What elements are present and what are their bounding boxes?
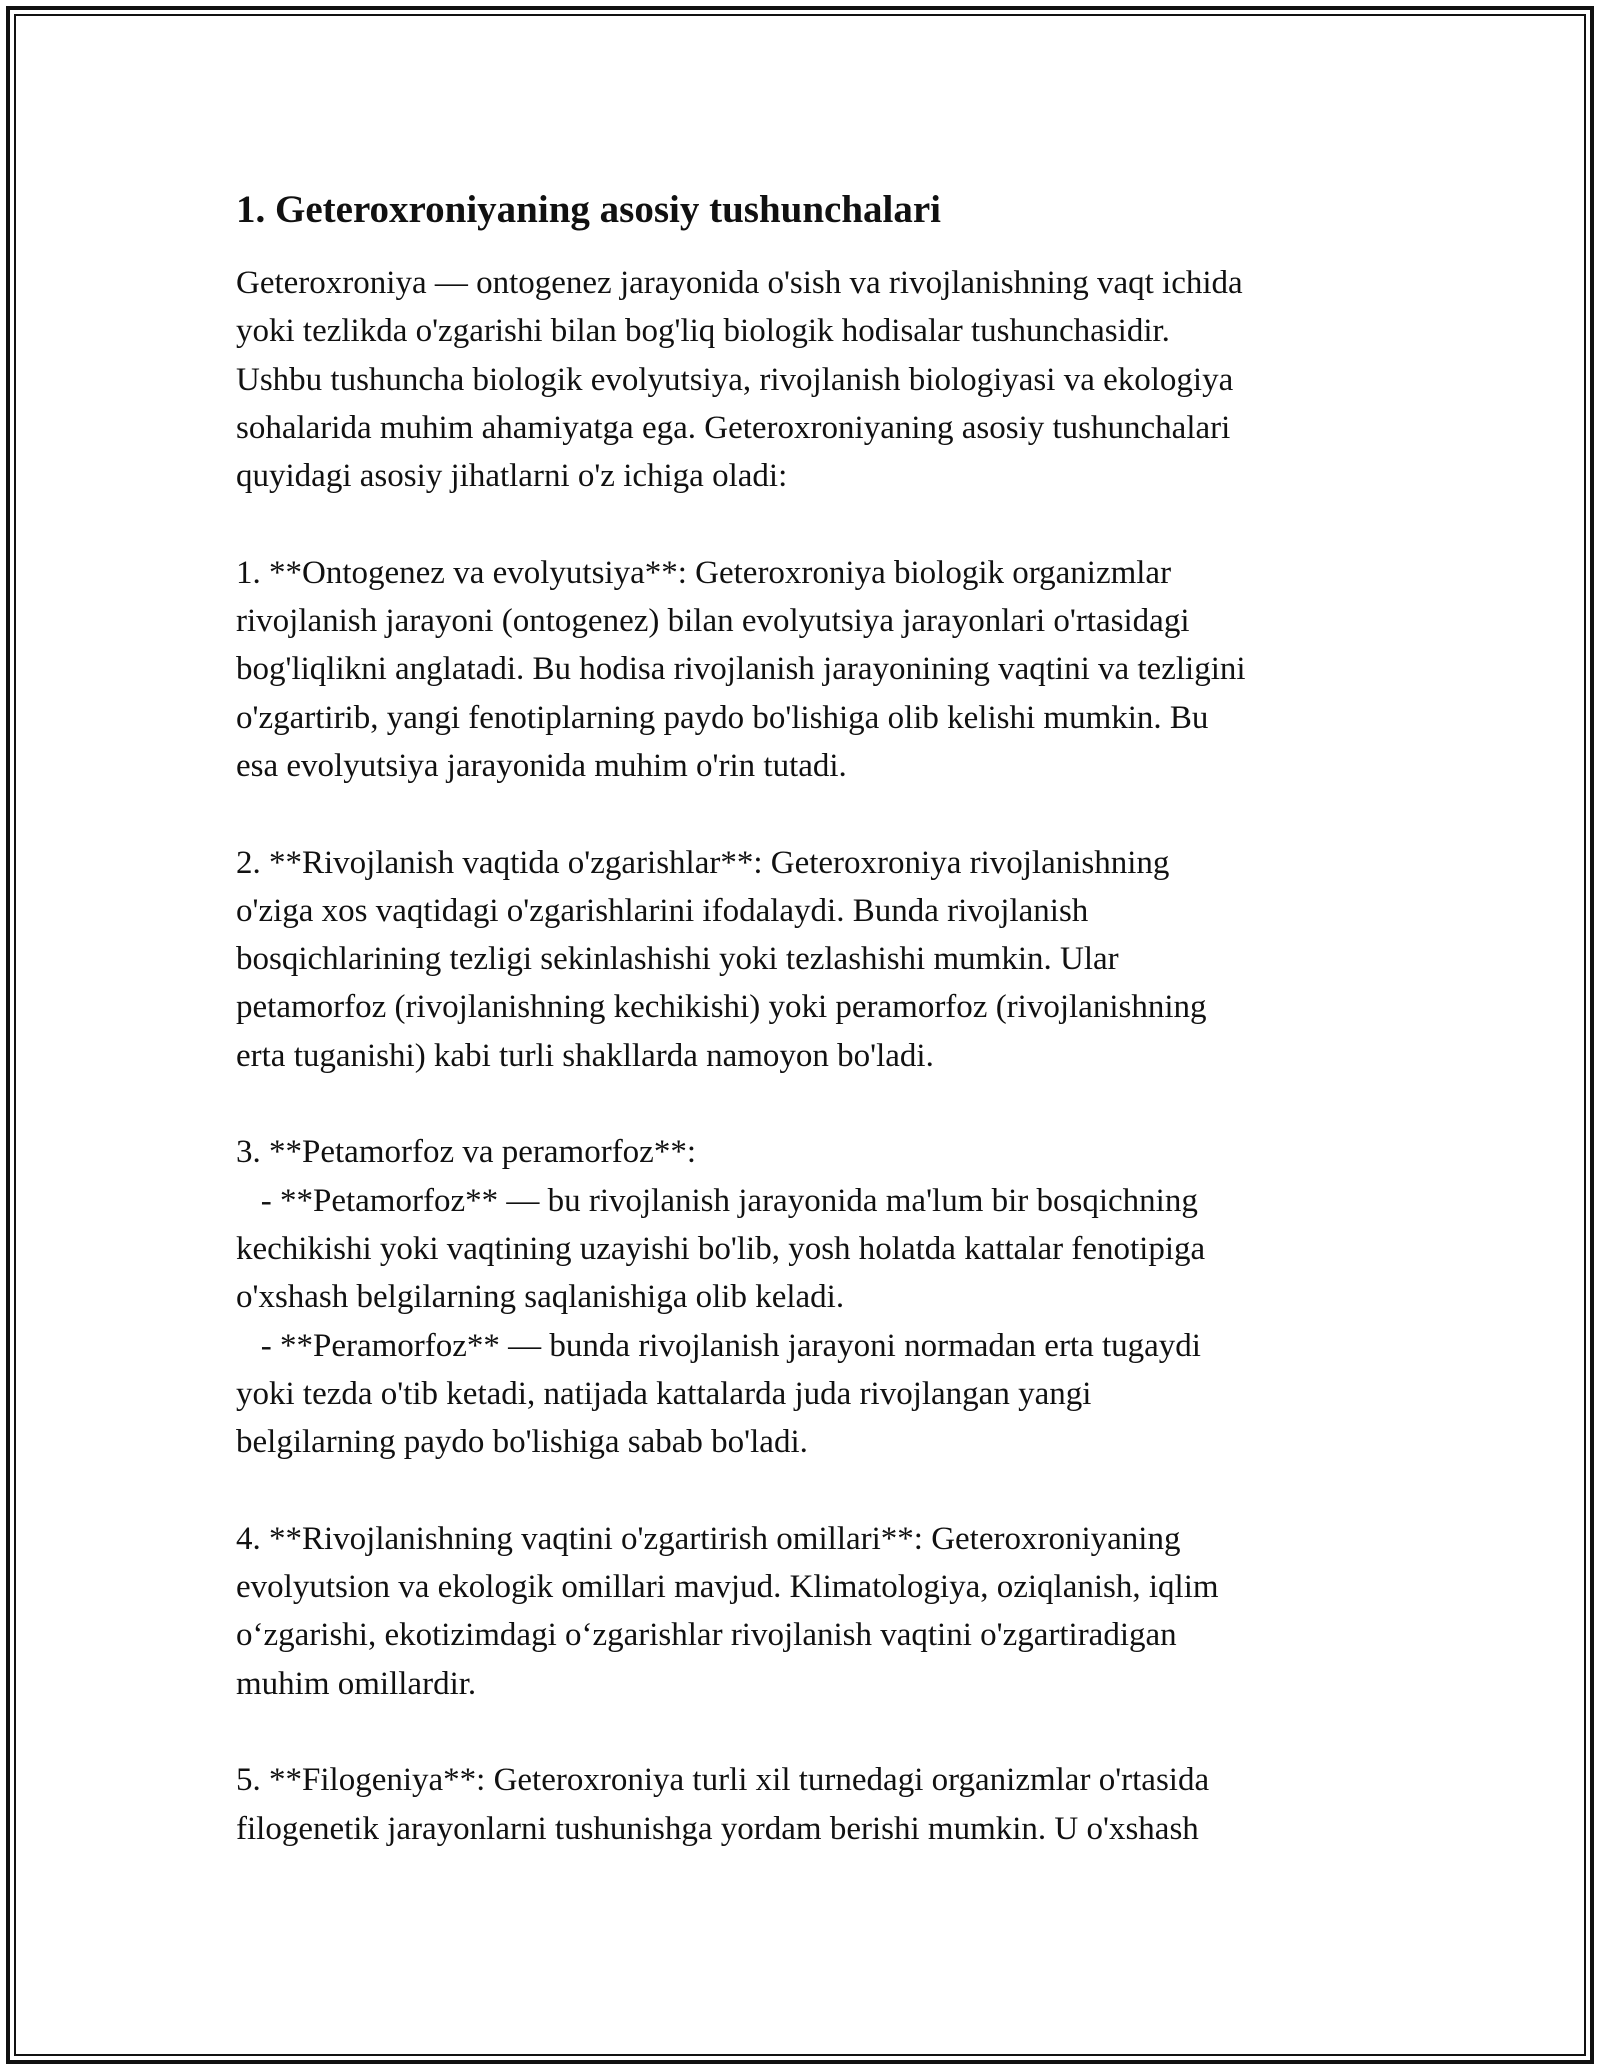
text-line: petamorfoz (rivojlanishning kechikishi) yoki peramorfoz (rivojlanishning — [236, 989, 1207, 1026]
text-line: - **Petamorfoz** — bu rivojlanish jarayonida ma'lum bir bosqichning — [236, 1182, 1198, 1219]
text-line: bosqichlarining tezligi sekinlashishi yoki tezlashishi mumkin. Ular — [236, 941, 1119, 978]
text-line: filogenetik jarayonlarni tushunishga yordam berishi mumkin. U o'xshash — [236, 1810, 1199, 1847]
text-line: 1. **Ontogenez va evolyutsiya**: Geteroxroniya biologik organizmlar — [236, 554, 1172, 591]
text-line: erta tuganishi) kabi turli shakllarda namoyon bo'ladi. — [236, 1037, 934, 1074]
body-text — [236, 259, 1366, 1853]
text-line: sohalarida muhim ahamiyatga ega. Geteroxroniyaning asosiy tushunchalari — [236, 409, 1231, 446]
text-line: 4. **Rivojlanishning vaqtini o'zgartirish omillari**: Geteroxroniyaning — [236, 1520, 1181, 1557]
text-line: o'xshash belgilarning saqlanishiga olib keladi. — [236, 1279, 845, 1316]
blank-line — [236, 1466, 1366, 1514]
text-line: yoki tezda o'tib ketadi, natijada kattalarda juda rivojlangan yangi — [236, 1375, 1092, 1412]
text-line: - **Peramorfoz** — bunda rivojlanish jarayoni normadan erta tugaydi — [236, 1327, 1201, 1364]
text-line: o‘zgarishi, ekotizimdagi o‘zgarishlar rivojlanish vaqtini o'zgartiradigan — [236, 1617, 1177, 1654]
blank-line — [236, 1080, 1366, 1128]
blank-line — [236, 1708, 1366, 1756]
blank-line — [236, 500, 1366, 548]
text-line: o'zgartirib, yangi fenotiplarning paydo bo'lishiga olib kelishi mumkin. Bu — [236, 699, 1209, 736]
document-content — [236, 186, 1366, 1853]
text-line: yoki tezlikda o'zgarishi bilan bog'liq biologik hodisalar tushunchasidir. — [236, 313, 1170, 350]
text-line: bog'liqlikni anglatadi. Bu hodisa rivojlanish jarayonining vaqtini va tezligini — [236, 651, 1246, 688]
text-line: muhim omillardir. — [236, 1665, 477, 1702]
text-line: 3. **Petamorfoz va peramorfoz**: — [236, 1134, 697, 1171]
text-line: quyidagi asosiy jihatlarni o'z ichiga oladi: — [236, 458, 788, 495]
text-line: 2. **Rivojlanish vaqtida o'zgarishlar**: Geteroxroniya rivojlanishning — [236, 844, 1170, 881]
text-line: Ushbu tushuncha biologik evolyutsiya, rivojlanish biologiyasi va ekologiya — [236, 361, 1234, 398]
blank-line — [236, 790, 1366, 838]
text-line: rivojlanish jarayoni (ontogenez) bilan evolyutsiya jarayonlari o'rtasidagi — [236, 603, 1190, 640]
page-title: 1. Geteroxroniyaning asosiy tushunchalari — [236, 188, 941, 231]
text-line: belgilarning paydo bo'lishiga sabab bo'ladi. — [236, 1424, 808, 1461]
text-line: evolyutsion va ekologik omillari mavjud. Klimatologiya, oziqlanish, iqlim — [236, 1569, 1219, 1606]
text-line: o'ziga xos vaqtidagi o'zgarishlarini ifodalaydi. Bunda rivojlanish — [236, 892, 1089, 929]
text-line: esa evolyutsiya jarayonida muhim o'rin tutadi. — [236, 747, 847, 784]
text-line: 5. **Filogeniya**: Geteroxroniya turli xil turnedagi organizmlar o'rtasida — [236, 1762, 1210, 1799]
text-line: kechikishi yoki vaqtining uzayishi bo'lib, yosh holatda kattalar fenotipiga — [236, 1230, 1206, 1267]
text-line: Geteroxroniya — ontogenez jarayonida o'sish va rivojlanishning vaqt ichida — [236, 265, 1243, 301]
